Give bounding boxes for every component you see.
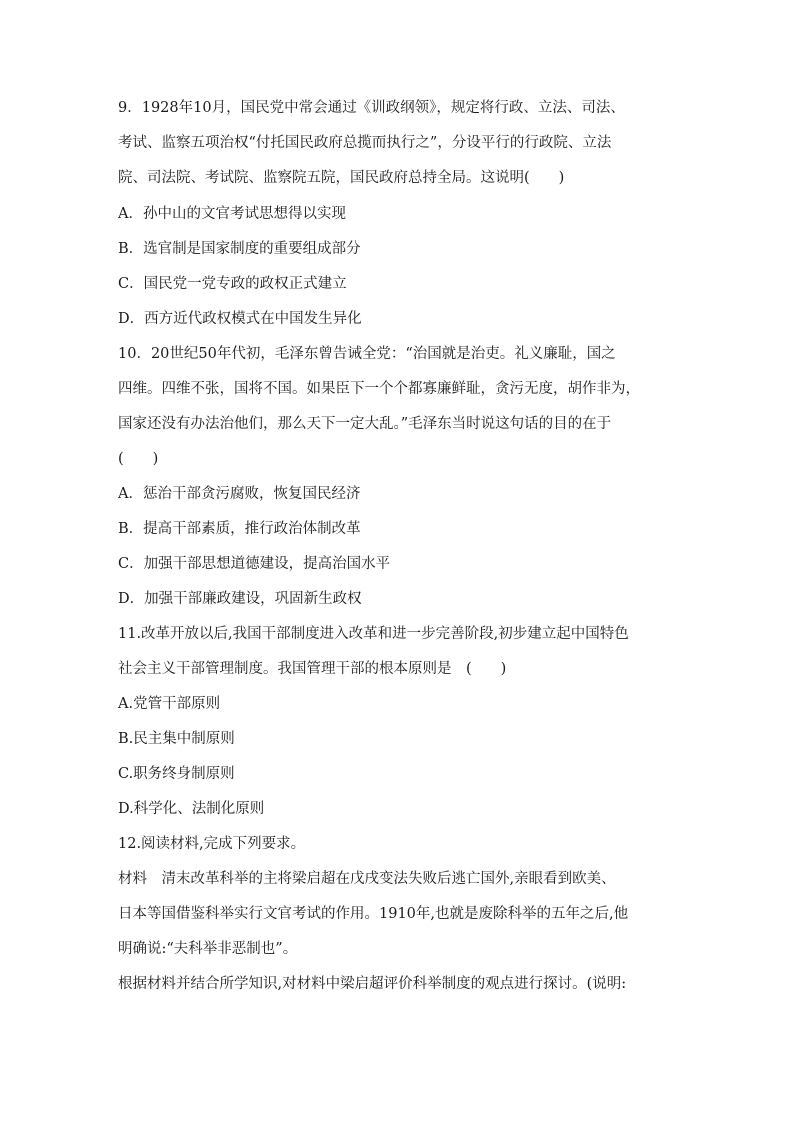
q11-stem-line-2: 社会主义干部管理制度。我国管理干部的根本原则是 ( ) [118, 661, 507, 677]
q11-stem-line-1: 11.改革开放以后,我国干部制度进入改革和进一步完善阶段,初步建立起中国特色 [118, 626, 629, 642]
q9-option-d: D．西方近代政权模式在中国发生异化 [118, 311, 362, 327]
q11-option-d: D.科学化、法制化原则 [118, 801, 265, 817]
q11-option-a: A.党管干部原则 [118, 696, 221, 712]
q12-material-line-3: 明确说:“夫科举非恶制也”。 [118, 941, 298, 957]
q9-stem-line-1: 9．1928年10月，国民党中常会通过《训政纲领》，规定将行政、立法、司法、 [118, 100, 625, 116]
q9-option-b: B．选官制是国家制度的重要组成部分 [118, 241, 361, 257]
q9-option-c: C．国民党一党专政的政权正式建立 [118, 276, 347, 292]
q10-stem-line-1: 10．20世纪50年代初，毛泽东曾告诫全党：“治国就是治吏。礼义廉耻，国之 [118, 346, 616, 362]
q10-option-b: B．提高干部素质，推行政治体制改革 [118, 521, 361, 537]
q10-stem-line-2: 四维。四维不张，国将不国。如果臣下一个个都寡廉鲜耻，贪污无度，胡作非为， [118, 381, 640, 397]
q10-stem-line-4: ( ) [118, 451, 159, 467]
q10-option-a: A．惩治干部贪污腐败，恢复国民经济 [118, 486, 361, 502]
q11-option-c: C.职务终身制原则 [118, 766, 235, 782]
q12-material-line-2: 日本等国借鉴科举实行文官考试的作用。1910年,也就是废除科举的五年之后,他 [118, 906, 629, 922]
q12-task: 根据材料并结合所学知识,对材料中梁启超评价科举制度的观点进行探讨。(说明: [118, 976, 627, 992]
q10-option-c: C．加强干部思想道德建设，提高治国水平 [118, 556, 391, 572]
q10-option-d: D．加强干部廉政建设，巩固新生政权 [118, 591, 362, 607]
q10-stem-line-3: 国家还没有办法治他们，那么天下一定大乱。”毛泽东当时说这句话的目的在于 [118, 416, 612, 432]
q9-option-a: A．孙中山的文官考试思想得以实现 [118, 206, 346, 222]
q12-stem: 12.阅读材料,完成下列要求。 [118, 836, 306, 852]
q9-stem-line-3: 院、司法院、考试院、监察院五院，国民政府总持全局。这说明( ) [118, 170, 565, 186]
q12-material-line-1: 材料 清末改革科举的主将梁启超在戊戌变法失败后逃亡国外,亲眼看到欧美、 [118, 871, 616, 887]
q11-option-b: B.民主集中制原则 [118, 731, 235, 747]
q9-stem-line-2: 考试、监察五项治权“付托国民政府总揽而执行之”，分设平行的行政院、立法 [118, 135, 612, 151]
